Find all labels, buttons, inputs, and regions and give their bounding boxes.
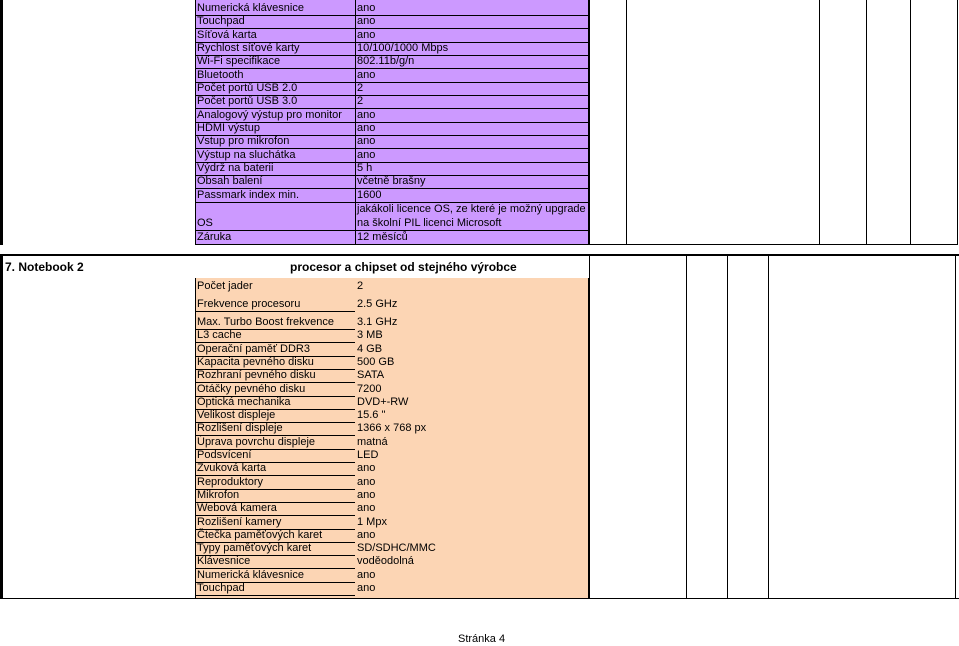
spec-label: Numerická klávesnice	[197, 568, 304, 581]
spec-value: matná	[357, 435, 388, 448]
spec-value: SATA	[357, 369, 385, 382]
grid-column-line	[768, 254, 769, 599]
spec-value: 2	[357, 81, 364, 94]
spec-label: L3 cache	[197, 329, 242, 342]
grid-column-line	[910, 0, 911, 245]
section2-left-border	[0, 254, 3, 599]
spec-value: ano	[357, 28, 376, 41]
spec-label: Velikost displeje	[197, 409, 276, 422]
spec-value: ano	[357, 502, 376, 515]
spec-value: ano	[357, 148, 376, 161]
row-divider	[195, 15, 589, 16]
col-divider	[355, 0, 356, 245]
section1-border	[0, 0, 3, 245]
spec-label: Webová kamera	[197, 502, 277, 515]
spec-label: Rozhraní pevného disku	[197, 369, 316, 382]
row-divider	[195, 311, 355, 312]
spec-value: ano	[357, 475, 376, 488]
row-divider	[195, 244, 589, 245]
spec-value: ano	[357, 528, 376, 541]
grid-column-line	[955, 254, 956, 599]
spec-label: Typy paměťových karet	[197, 542, 312, 555]
spec-label: Podsvícení	[197, 449, 252, 461]
page-number: Stránka 4	[458, 633, 506, 645]
spec-label: Počet jader	[197, 280, 253, 292]
spec-value: ano	[357, 15, 376, 28]
spec-label: Počet portů USB 2.0	[197, 81, 298, 94]
spec-value: ano	[357, 135, 376, 148]
spec-value: DVD+-RW	[357, 395, 409, 408]
spec-label: Touchpad	[197, 15, 245, 28]
spec-label: Síťová karta	[197, 28, 257, 41]
spec-label: Čtečka paměťových karet	[197, 528, 323, 541]
grid-column-line	[727, 254, 728, 599]
section-heading: procesor a chipset od stejného výrobce	[290, 260, 517, 274]
spec-label: Rychlost síťové karty	[197, 41, 300, 54]
spec-label: Výdrž na baterii	[197, 161, 274, 174]
section2-bottom-border	[0, 598, 959, 599]
grid-column-line	[866, 0, 867, 245]
spec-label: Max. Turbo Boost frekvence	[197, 316, 334, 328]
spec-value: SD/SDHC/MMC	[357, 542, 436, 555]
spec-label: Výstup na sluchátka	[197, 148, 296, 161]
section-number: 7. Notebook 2	[5, 260, 84, 274]
spec-label: Passmark index min.	[197, 188, 300, 201]
grid-column-line	[957, 0, 958, 245]
os-label: OS	[197, 217, 213, 229]
col-divider	[195, 278, 196, 598]
grid-column-line	[686, 254, 687, 599]
spec-value: ano	[357, 108, 376, 121]
spec-label: Otáčky pevného disku	[197, 382, 306, 395]
spec-label: Mikrofon	[197, 488, 240, 501]
spec-label: Reproduktory	[197, 475, 264, 488]
spec-label: Optická mechanika	[197, 395, 291, 408]
spec-label: Numerická klávesnice	[197, 2, 304, 14]
spec-value: ano	[357, 121, 376, 134]
grid-column-line	[589, 0, 590, 245]
spec-label: Rozlišení kamery	[197, 515, 282, 528]
spec-value: 802.11b/g/n	[357, 55, 415, 68]
grid-column-line	[626, 0, 627, 245]
spec-value: ano	[357, 568, 376, 581]
spec-value: 15.6 "	[357, 409, 386, 422]
spec-value: 5 h	[357, 161, 373, 174]
spec-value: 3 MB	[357, 329, 383, 342]
spec-label: Touchpad	[197, 582, 245, 594]
spec-label: Kapacita pevného disku	[197, 355, 314, 368]
spec-value: 2	[357, 95, 364, 108]
spec-label: HDMI výstup	[197, 121, 260, 134]
spec-value: 7200	[357, 382, 382, 395]
spec-label: Úprava povrchu displeje	[197, 435, 316, 448]
spec-value: 1600	[357, 188, 382, 201]
spec-label: Počet portů USB 3.0	[197, 95, 298, 108]
row-divider	[195, 68, 589, 69]
grid-column-line	[589, 254, 590, 599]
spec-label: Operační paměť DDR3	[197, 342, 310, 355]
spec-value: 500 GB	[357, 355, 395, 368]
spec-label: Wi-Fi specifikace	[197, 55, 281, 68]
spec-value: 2	[357, 280, 364, 292]
spec-value: ano	[357, 68, 376, 81]
spec-label: Bluetooth	[197, 68, 244, 81]
spec-label: Obsah balení	[197, 175, 263, 188]
grid-column-line	[819, 0, 820, 245]
spec-value: 3.1 GHz	[357, 316, 398, 328]
col-divider	[195, 0, 196, 245]
warranty-label: Záruka	[197, 231, 232, 243]
spec-value: včetně brašny	[357, 175, 426, 188]
spec-value: 2.5 GHz	[357, 298, 398, 310]
spec-value: 4 GB	[357, 342, 383, 355]
spec-label: Frekvence procesoru	[197, 298, 301, 310]
spec-value: 1 Mpx	[357, 515, 387, 528]
spec-value: 10/100/1000 Mbps	[357, 41, 449, 54]
spec-label: Analogový výstup pro monitor	[197, 108, 342, 121]
spec-value: LED	[357, 449, 379, 461]
spec-value: voděodolná	[357, 555, 414, 568]
spec-value: ano	[357, 462, 376, 475]
spec-value: ano	[357, 488, 376, 501]
row-divider	[195, 595, 355, 596]
grid-row-line	[589, 244, 958, 245]
spec-value: 1366 x 768 px	[357, 422, 427, 435]
spec-label: Rozlišení displeje	[197, 422, 283, 435]
spec-value: ano	[357, 2, 376, 14]
warranty-value: 12 měsíců	[357, 231, 408, 243]
spec-label: Vstup pro mikrofon	[197, 135, 290, 148]
os-value-line2: na školní PIL licenci Microsoft	[357, 217, 502, 229]
spec-label: Klávesnice	[197, 555, 251, 568]
spec-value: ano	[357, 582, 376, 594]
os-value-line1: jakákoli licence OS, ze které je možný upgrade	[357, 203, 586, 215]
spec-label: Zvuková karta	[197, 462, 267, 475]
section2-top-border	[0, 254, 959, 256]
